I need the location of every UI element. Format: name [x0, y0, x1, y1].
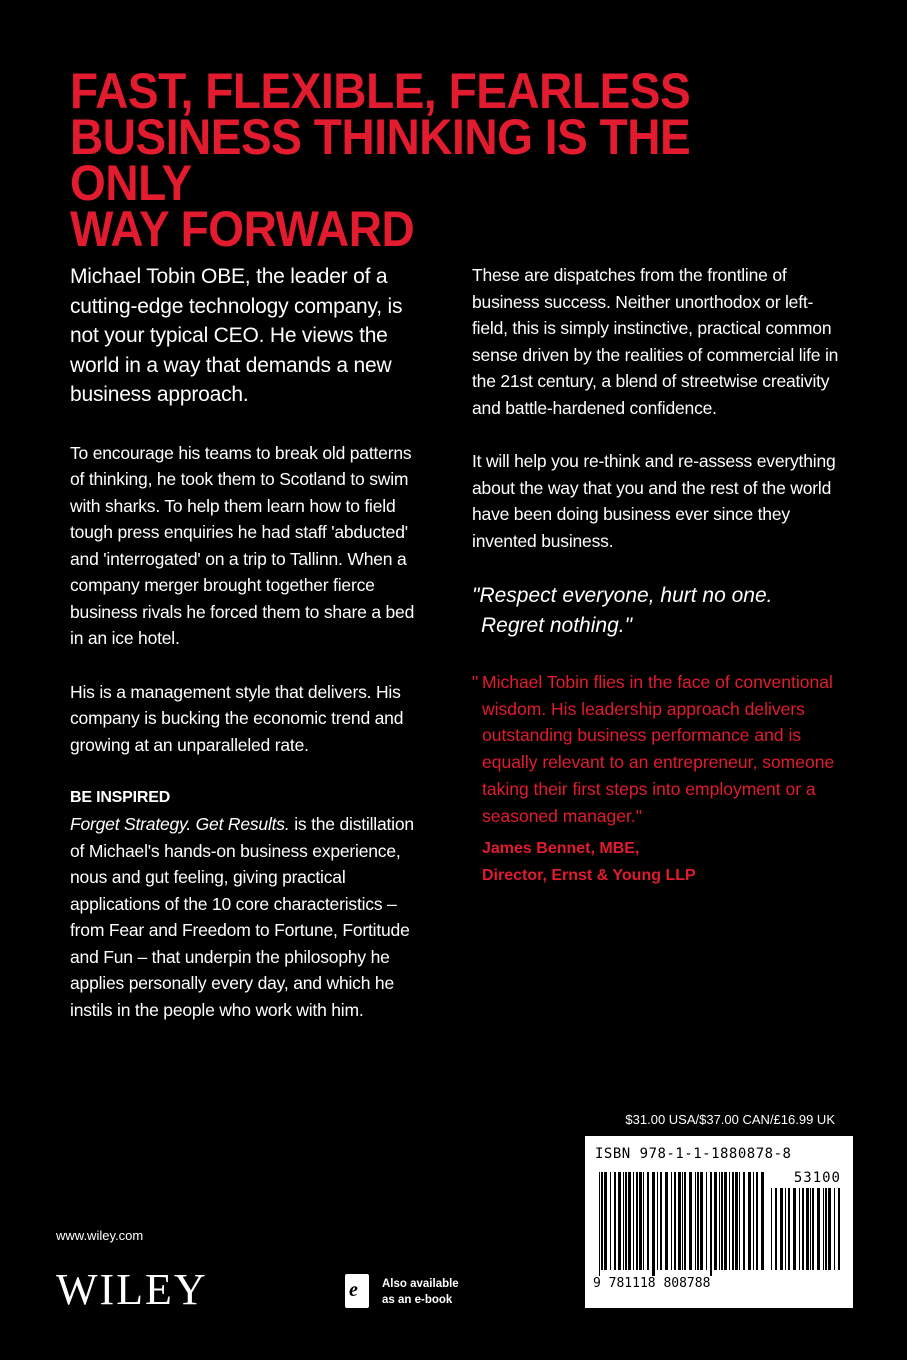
isbn-barcode: [585, 1136, 853, 1308]
lead-paragraph: Michael Tobin OBE, the leader of a cutting-edge technology company, is not your typical CEO. He views the world in a way that demands a new business approach.: [70, 265, 403, 406]
headline-line-3: WAY FORWARD: [70, 201, 415, 257]
paragraph-rethink: It will help you re-think and re-assess everything about the way that you and the rest of the world have been doing business ever since they invented business.: [472, 451, 836, 551]
addon-barcode-bars: [771, 1188, 843, 1276]
price: $31.00 USA/$37.00 CAN/£16.99 UK: [625, 1112, 835, 1127]
attribution-title: Director, Ernst & Young LLP: [482, 867, 696, 885]
book-title: Forget Strategy. Get Results.: [70, 814, 290, 834]
testimonial-text: Michael Tobin flies in the face of conventional wisdom. His leadership approach delivers outstanding business performance and is equally relevant to an entrepreneur, someone taking their first steps into employment or a seasoned manager.": [482, 672, 835, 826]
ebook-availability: [382, 1276, 459, 1308]
ebook-e-icon: e: [345, 1274, 369, 1308]
attribution-name: James Bennet, MBE,: [482, 840, 640, 858]
wiley-logo: WILEY: [56, 1265, 208, 1314]
pull-quote: [472, 581, 842, 641]
headline: [70, 63, 788, 257]
pull-quote-line-1: "Respect everyone, hurt no one.: [472, 584, 773, 607]
testimonial-open-quote: ": [472, 672, 479, 692]
paragraph-distillation: is the distillation of Michael's hands-on business experience, nous and gut feeling, giving practical applications of the 10 core characteristics – from Fear and Freedom to Fortune, Fortitude and Fun – that underpin the philosophy he applies personally every day, and which he instils in the people who work with him.: [70, 814, 414, 1020]
testimonial: [472, 669, 842, 829]
paragraph-sharks: To encourage his teams to break old patterns of thinking, he took them to Scotland to swim with sharks. To help them learn how to field tough press enquiries he had staff 'abducted' and 'interrogated' on a trip to Tallinn. When a company merger brought together fierce business rivals he forced them to share a bed in an ice hotel.: [70, 442, 415, 648]
headline-line-2: BUSINESS THINKING IS THE ONLY: [70, 109, 691, 211]
price-code: 53100: [793, 1170, 841, 1186]
subhead-be-inspired: BE INSPIRED: [70, 789, 171, 806]
ean-number: 9 781118 808788: [593, 1276, 711, 1291]
pull-quote-line-2: Regret nothing.": [481, 614, 633, 637]
right-column: [472, 262, 842, 889]
left-column: [70, 262, 430, 1023]
ebook-line-1: Also available: [382, 1278, 459, 1290]
paragraph-dispatches: These are dispatches from the frontline of business success. Neither unorthodox or left-field, this is simply instinctive, practical common sense driven by the realities of commercial life in the 21st century, a blend of streetwise creativity and battle-hardened confidence.: [472, 265, 839, 418]
paragraph-management-style: His is a management style that delivers. His company is bucking the economic trend and growing at an unparalleled rate.: [70, 681, 404, 755]
testimonial-attribution: [472, 835, 842, 889]
ebook-line-2: as an e-book: [382, 1294, 453, 1306]
paragraph-be-inspired: [70, 785, 430, 1023]
ean-barcode-bars: [599, 1172, 765, 1276]
headline-line-1: FAST, FLEXIBLE, FEARLESS: [70, 63, 691, 119]
website-url: www.wiley.com: [56, 1228, 144, 1243]
isbn-number: ISBN 978-1-1-1880878-8: [595, 1146, 792, 1162]
